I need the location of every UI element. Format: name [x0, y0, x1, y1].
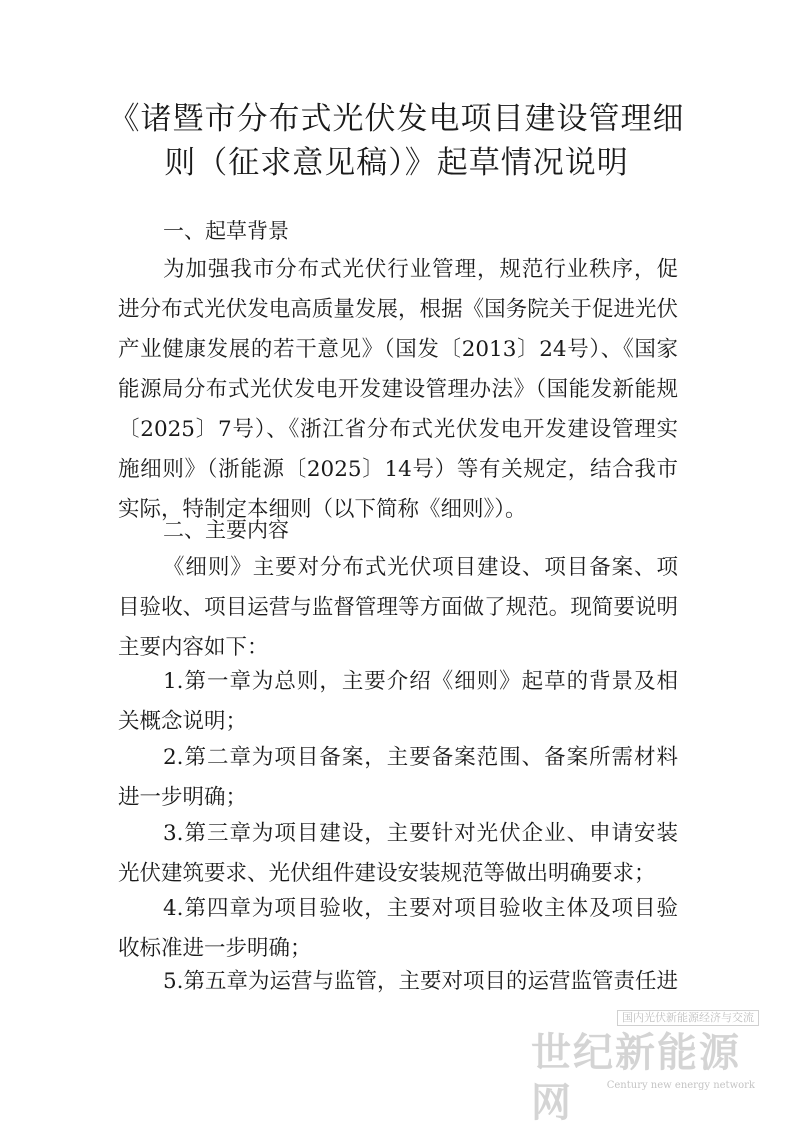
list-item: 1.第一章为总则，主要介绍《细则》起草的背景及相关概念说明； [118, 669, 678, 734]
section-heading-main-content: 二、主要内容 [163, 518, 289, 542]
main-content-intro: 《细则》主要对分布式光伏项目建设、项目备案、项目验收、项目运营与监督管理等方面做了规范。现简要说明主要内容如下： [118, 555, 678, 660]
list-item: 2.第二章为项目备案，主要备案范围、备案所需材料进一步明确； [118, 745, 678, 810]
section-heading-background: 一、起草背景 [163, 219, 289, 243]
watermark-english-text: Century new energy network [606, 1080, 755, 1091]
watermark-tagline: 国内光伏新能源经济与交流 [617, 1010, 759, 1026]
watermark-logo-text: 世纪新能源网 [531, 1030, 741, 1126]
list-item: 4.第四章为项目验收，主要对项目验收主体及项目验收标准进一步明确； [118, 896, 678, 961]
watermark [531, 1010, 771, 1126]
document-title: 《诸暨市分布式光伏发电项目建设管理细则（征求意见稿）》起草情况说明 [108, 101, 685, 181]
background-paragraph: 为加强我市分布式光伏行业管理，规范行业秩序，促进分布式光伏发电高质量发展，根据《国务院关于促进光伏产业健康发展的若干意见》（国发〔2013〕24号）、《国家能源局分布式光伏发电开发建设管理办法》（国能发新能规〔2025〕7号）、《浙江省分布式光伏发电开发建设管理实施细则》（浙能源〔2025〕14号）等有关规定，结合我市实际，特制定本细则（以下简称《细则》）。 [118, 257, 678, 522]
list-item: 3.第三章为项目建设，主要针对光伏企业、申请安装光伏建筑要求、光伏组件建设安装规范等做出明确要求； [118, 821, 678, 886]
list-item: 5.第五章为运营与监管，主要对项目的运营监管责任进 [163, 969, 679, 994]
